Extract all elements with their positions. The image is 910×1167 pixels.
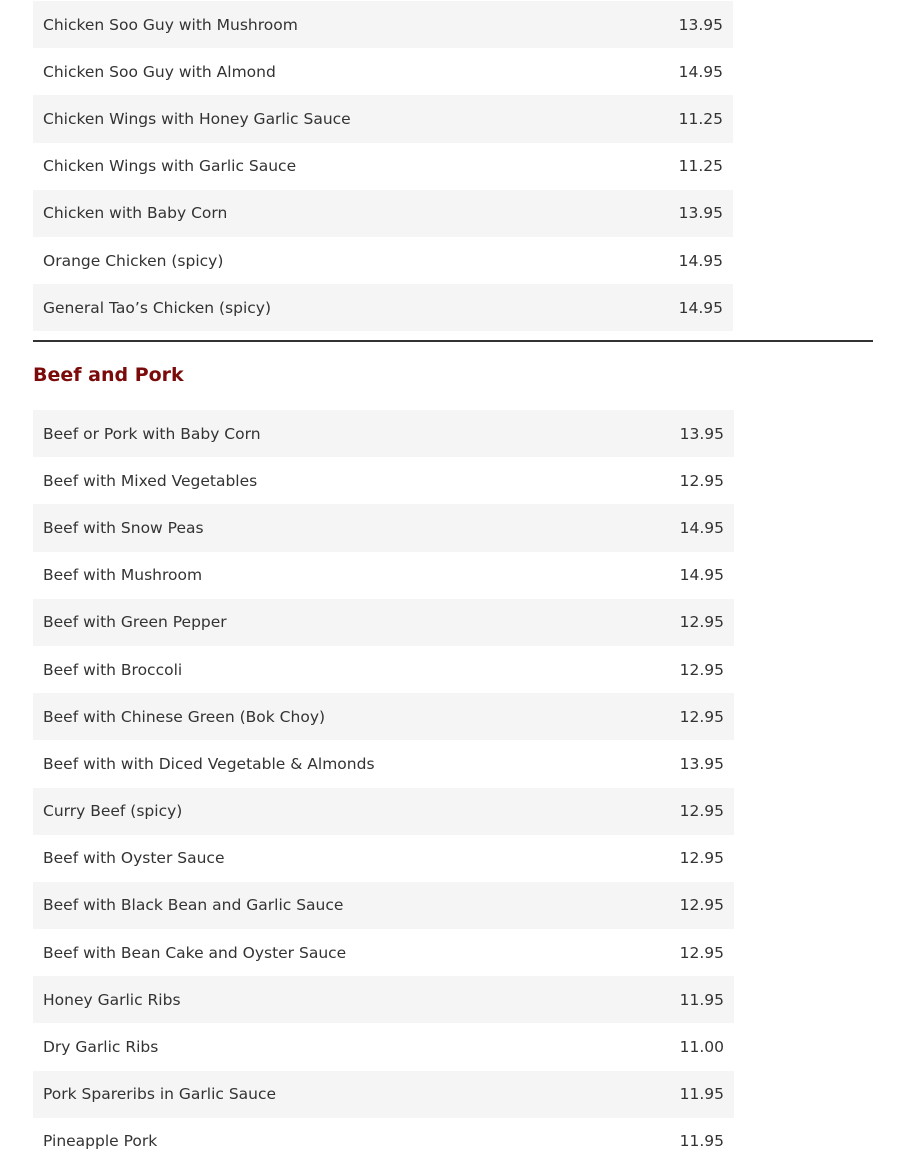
menu-item-row (33, 143, 733, 190)
menu-item-price: 14.95 (679, 518, 724, 537)
menu-item-name: Beef or Pork with Baby Corn (43, 424, 261, 443)
menu-item-name: Beef with Chinese Green (Bok Choy) (43, 707, 326, 726)
menu-item-price: 11.95 (679, 1085, 724, 1104)
menu-item-name: Chicken Soo Guy with Almond (43, 62, 276, 81)
chicken-menu-rows (33, 1, 733, 331)
menu-item-row (33, 882, 734, 929)
menu-item-row (33, 48, 733, 95)
section-heading-beef-and-pork: Beef and Pork (33, 364, 184, 386)
menu-item-name: Pineapple Pork (43, 1132, 158, 1151)
menu-item-row (33, 284, 733, 331)
menu-item-price: 12.95 (679, 707, 724, 726)
menu-item-row (33, 693, 734, 740)
menu-item-row (33, 410, 734, 457)
menu-item-price: 14.95 (678, 251, 723, 270)
menu-item-row (33, 95, 733, 142)
menu-item-price: 11.00 (679, 1038, 724, 1057)
menu-item-price: 11.25 (678, 109, 723, 128)
menu-item-name: Chicken Soo Guy with Mushroom (43, 15, 298, 34)
menu-item-row (33, 740, 734, 787)
menu-item-name: General Tao’s Chicken (spicy) (43, 298, 272, 317)
menu-item-price: 12.95 (679, 471, 724, 490)
menu-item-row (33, 457, 734, 504)
menu-item-name: Beef with with Diced Vegetable & Almonds (43, 754, 375, 773)
menu-item-price: 12.95 (679, 613, 724, 632)
section-divider (33, 340, 873, 342)
menu-item-price: 13.95 (679, 424, 724, 443)
menu-item-price: 11.95 (679, 1132, 724, 1151)
menu-item-row (33, 1023, 734, 1070)
menu-item-name: Beef with Bean Cake and Oyster Sauce (43, 943, 347, 962)
beef-and-pork-menu-table (33, 410, 734, 1165)
menu-item-row (33, 929, 734, 976)
menu-item-name: Beef with Snow Peas (43, 518, 204, 537)
menu-item-row (33, 190, 733, 237)
menu-item-name: Chicken with Baby Corn (43, 204, 228, 223)
menu-item-row (33, 788, 734, 835)
menu-item-row (33, 1, 733, 48)
menu-item-row (33, 835, 734, 882)
menu-item-name: Beef with Black Bean and Garlic Sauce (43, 896, 344, 915)
beef-and-pork-menu-rows (33, 410, 734, 1165)
menu-item-row (33, 504, 734, 551)
menu-item-price: 11.25 (678, 157, 723, 176)
menu-item-price: 12.95 (679, 660, 724, 679)
menu-item-name: Honey Garlic Ribs (43, 990, 181, 1009)
menu-item-price: 14.95 (678, 62, 723, 81)
menu-item-price: 12.95 (679, 802, 724, 821)
menu-item-name: Beef with Broccoli (43, 660, 183, 679)
menu-item-price: 11.95 (679, 990, 724, 1009)
menu-item-row (33, 976, 734, 1023)
chicken-menu-table (33, 1, 733, 331)
menu-item-name: Beef with Mushroom (43, 566, 203, 585)
menu-item-price: 14.95 (679, 566, 724, 585)
menu-item-name: Pork Spareribs in Garlic Sauce (43, 1085, 277, 1104)
menu-item-name: Beef with Oyster Sauce (43, 849, 225, 868)
menu-item-row (33, 1118, 734, 1165)
menu-item-name: Chicken Wings with Honey Garlic Sauce (43, 109, 351, 128)
menu-item-price: 13.95 (678, 15, 723, 34)
menu-item-name: Beef with Mixed Vegetables (43, 471, 258, 490)
menu-item-row (33, 646, 734, 693)
menu-item-row (33, 552, 734, 599)
menu-item-price: 13.95 (679, 754, 724, 773)
menu-item-price: 13.95 (678, 204, 723, 223)
menu-item-name: Beef with Green Pepper (43, 613, 227, 632)
menu-item-price: 12.95 (679, 849, 724, 868)
menu-item-price: 14.95 (678, 298, 723, 317)
menu-item-name: Curry Beef (spicy) (43, 802, 183, 821)
menu-item-price: 12.95 (679, 943, 724, 962)
menu-item-row (33, 599, 734, 646)
menu-item-name: Dry Garlic Ribs (43, 1038, 159, 1057)
menu-item-row (33, 1071, 734, 1118)
menu-item-name: Orange Chicken (spicy) (43, 251, 224, 270)
menu-item-name: Chicken Wings with Garlic Sauce (43, 157, 297, 176)
menu-item-row (33, 237, 733, 284)
menu-item-price: 12.95 (679, 896, 724, 915)
